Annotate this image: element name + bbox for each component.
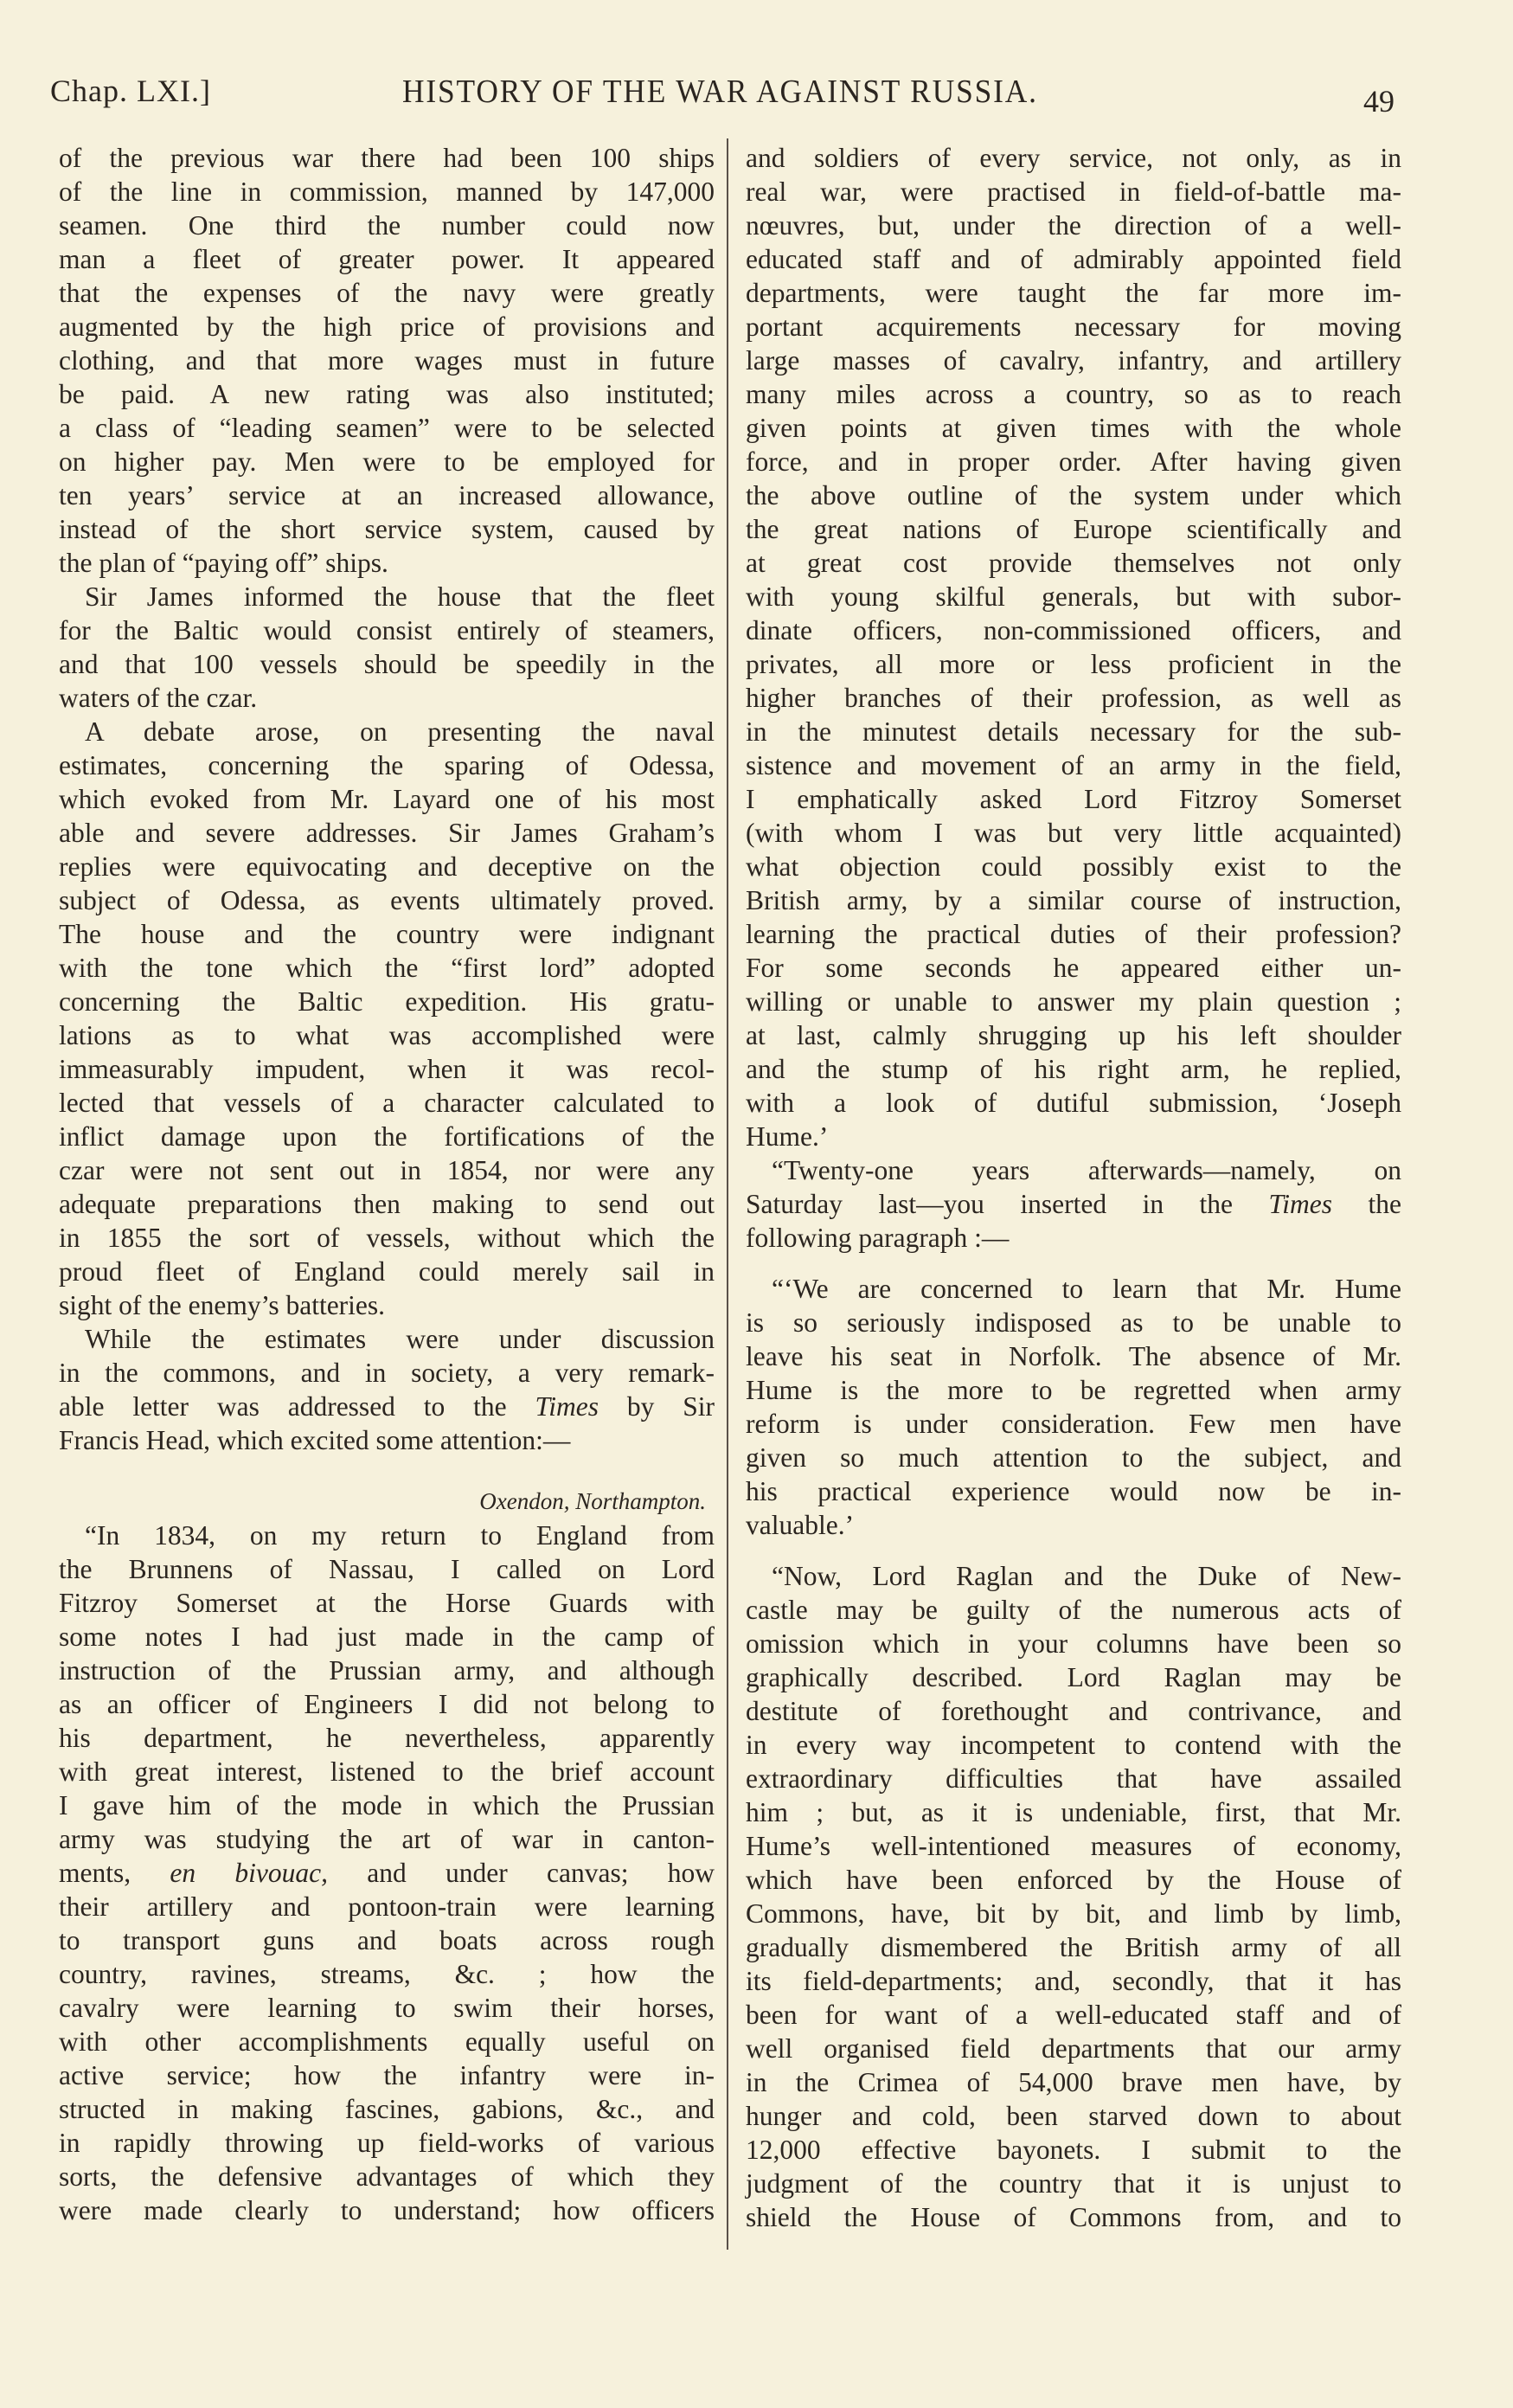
text-line: departments, were taught the far more im-	[746, 278, 1401, 308]
text-line: Sir James informed the house that the fleet	[85, 581, 715, 612]
text-line: ments, en bivouac, and under canvas; how	[59, 1858, 715, 1888]
text-line: in the minutest details necessary for the sub-	[746, 716, 1401, 747]
text-line: concerning the Baltic expedition. His gratu-	[59, 986, 715, 1017]
left-column	[59, 141, 715, 2227]
text-line: ten years’ service at an increased allowance,	[59, 480, 715, 510]
text-line: given points at given times with the whole	[746, 413, 1401, 443]
right-column	[746, 141, 1401, 2234]
text-line: seamen. One third the number could now	[59, 210, 715, 241]
text-line: that the expenses of the navy were greatly	[59, 278, 715, 308]
text-line: on higher pay. Men were to be employed for	[59, 446, 715, 477]
text-line: in rapidly throwing up field-works of various	[59, 2128, 715, 2158]
paragraph	[746, 1559, 1401, 2234]
paragraph	[59, 1519, 715, 2227]
text-line: Francis Head, which excited some attention:—	[59, 1425, 571, 1455]
text-line: well organised field departments that our army	[746, 2033, 1401, 2064]
text-line: his department, he nevertheless, apparently	[59, 1723, 715, 1753]
paragraph	[59, 715, 715, 1322]
text-line: in the commons, and in society, a very remark-	[59, 1358, 715, 1388]
text-line: able and severe addresses. Sir James Graham’s	[59, 818, 715, 848]
text-line: nœuvres, but, under the direction of a well-	[746, 210, 1401, 241]
text-line: adequate preparations then making to send out	[59, 1189, 715, 1219]
running-header	[0, 69, 1513, 119]
paragraph	[746, 1272, 1401, 1542]
text-line: Hume.’	[746, 1121, 829, 1152]
text-line: for the Baltic would consist entirely of steamers,	[59, 615, 715, 645]
text-line: subject of Odessa, as events ultimately proved.	[59, 885, 715, 915]
text-line: privates, all more or less proficient in the	[746, 649, 1401, 679]
text-line: large masses of cavalry, infantry, and artillery	[746, 345, 1401, 376]
text-line: I gave him of the mode in which the Prussian	[59, 1790, 715, 1820]
text-line: cavalry were learning to swim their horses,	[59, 1993, 715, 2023]
text-line: his practical experience would now be in-	[746, 1476, 1401, 1506]
text-line: clothing, and that more wages must in future	[59, 345, 715, 376]
text-line: force, and in proper order. After having given	[746, 446, 1401, 477]
text-line: the Brunnens of Nassau, I called on Lord	[59, 1554, 715, 1584]
text-line: of the line in commission, manned by 147,000	[59, 177, 715, 207]
text-line: be paid. A new rating was also instituted;	[59, 379, 715, 409]
text-line: and that 100 vessels should be speedily in the	[59, 649, 715, 679]
text-line: castle may be guilty of the numerous acts of	[746, 1595, 1401, 1625]
paragraph	[746, 141, 1401, 1153]
text-line: were made clearly to understand; how officers	[59, 2195, 715, 2225]
text-line: proud fleet of England could merely sail in	[59, 1256, 715, 1287]
text-line: learning the practical duties of their profession?	[746, 919, 1401, 949]
text-line: many miles across a country, so as to reach	[746, 379, 1401, 409]
text-line: destitute of forethought and contrivance, and	[746, 1696, 1401, 1726]
text-line: I emphatically asked Lord Fitzroy Somerset	[746, 784, 1401, 814]
text-line: some notes I had just made in the camp of	[59, 1621, 715, 1652]
text-line: with great interest, listened to the brief account	[59, 1756, 715, 1787]
text-line: willing or unable to answer my plain question ;	[746, 986, 1401, 1017]
paragraph	[746, 1153, 1401, 1255]
text-line: with the tone which the “first lord” adopted	[59, 953, 715, 983]
text-line: which have been enforced by the House of	[746, 1865, 1401, 1895]
text-line: valuable.’	[746, 1510, 855, 1540]
text-line: (with whom I was but very little acquainted)	[746, 818, 1401, 848]
text-line: with other accomplishments equally useful on	[59, 2026, 715, 2057]
italic-text: en bivouac,	[170, 1858, 328, 1888]
text-line: country, ravines, streams, &c. ; how the	[59, 1959, 715, 1989]
text-line: sorts, the defensive advantages of which they	[59, 2161, 715, 2192]
text-line: The house and the country were indignant	[59, 919, 715, 949]
text-line: graphically described. Lord Raglan may be	[746, 1662, 1401, 1692]
text-line: sistence and movement of an army in the field,	[746, 750, 1401, 780]
text-line: lations as to what was accomplished were	[59, 1020, 715, 1050]
text-line: British army, by a similar course of instruction,	[746, 885, 1401, 915]
italic-text: Times	[535, 1391, 599, 1422]
text-line: him ; but, as it is undeniable, first, that Mr.	[746, 1797, 1401, 1827]
text-line: in 1855 the sort of vessels, without which the	[59, 1223, 715, 1253]
text-line: hunger and cold, been starved down to about	[746, 2101, 1401, 2131]
text-line: real war, were practised in field-of-battle ma-	[746, 177, 1401, 207]
text-line: their artillery and pontoon-train were learning	[59, 1891, 715, 1922]
text-line: For some seconds he appeared either un-	[746, 953, 1401, 983]
text-line: and the stump of his right arm, he replied,	[746, 1054, 1401, 1084]
text-line: 12,000 effective bayonets. I submit to the	[746, 2135, 1401, 2165]
text-line: While the estimates were under discussion	[85, 1324, 715, 1354]
text-line: sight of the enemy’s batteries.	[59, 1290, 386, 1320]
text-line: shield the House of Commons from, and to	[746, 2202, 1401, 2232]
text-line: Commons, have, bit by bit, and limb by limb,	[746, 1898, 1401, 1929]
text-line: leave his seat in Norfolk. The absence of Mr.	[746, 1341, 1401, 1371]
text-line: Hume is the more to be regretted when army	[746, 1375, 1401, 1405]
dateline	[59, 1485, 715, 1519]
text-line: which evoked from Mr. Layard one of his most	[59, 784, 715, 814]
text-line: Hume’s well-intentioned measures of economy,	[746, 1831, 1401, 1861]
text-line: its field-departments; and, secondly, that it has	[746, 1966, 1401, 1996]
text-line: the great nations of Europe scientifically and	[746, 514, 1401, 544]
text-line: czar were not sent out in 1854, nor were any	[59, 1155, 715, 1185]
text-line: reform is under consideration. Few men have	[746, 1409, 1401, 1439]
text-line: Oxendon, Northampton.	[479, 1488, 706, 1514]
text-line: at great cost provide themselves not only	[746, 548, 1401, 578]
text-line: Saturday last—you inserted in the Times the	[746, 1189, 1401, 1219]
text-line: is so seriously indisposed as to be unable to	[746, 1307, 1401, 1338]
text-line: a class of “leading seamen” were to be selected	[59, 413, 715, 443]
chapter-label: Chap. LXI.]	[50, 74, 211, 108]
text-line: the above outline of the system under which	[746, 480, 1401, 510]
text-line: instead of the short service system, caused by	[59, 514, 715, 544]
text-line: army was studying the art of war in canton-	[59, 1824, 715, 1854]
text-line: man a fleet of greater power. It appeared	[59, 244, 715, 274]
text-line: “Now, Lord Raglan and the Duke of New-	[772, 1561, 1401, 1591]
text-line: “‘We are concerned to learn that Mr. Hume	[772, 1274, 1401, 1304]
text-line: in every way incompetent to contend with the	[746, 1730, 1401, 1760]
text-line: “Twenty-one years afterwards—namely, on	[772, 1155, 1401, 1185]
text-line: active service; how the infantry were in-	[59, 2060, 715, 2090]
page-number: 49	[1363, 84, 1394, 119]
paragraph	[59, 141, 715, 580]
text-line: A debate arose, on presenting the naval	[85, 716, 715, 747]
text-line: gradually dismembered the British army of all	[746, 1932, 1401, 1962]
text-line: following paragraph :—	[746, 1223, 1010, 1253]
text-line: Fitzroy Somerset at the Horse Guards with	[59, 1588, 715, 1618]
text-line: of the previous war there had been 100 ships	[59, 143, 715, 173]
text-line: “In 1834, on my return to England from	[85, 1520, 715, 1551]
text-line: with young skilful generals, but with subor-	[746, 581, 1401, 612]
text-line: given so much attention to the subject, and	[746, 1442, 1401, 1473]
text-line: instruction of the Prussian army, and although	[59, 1655, 715, 1686]
text-line: immeasurably impudent, when it was recol-	[59, 1054, 715, 1084]
text-line: lected that vessels of a character calculated to	[59, 1088, 715, 1118]
text-line: judgment of the country that it is unjust to	[746, 2168, 1401, 2199]
text-line: extraordinary difficulties that have assailed	[746, 1763, 1401, 1794]
text-line: been for want of a well-educated staff and of	[746, 2000, 1401, 2030]
text-line: what objection could possibly exist to the	[746, 851, 1401, 882]
text-line: the plan of “paying off” ships.	[59, 548, 388, 578]
text-line: inflict damage upon the fortifications of the	[59, 1121, 715, 1152]
text-line: higher branches of their profession, as well as	[746, 683, 1401, 713]
text-line: and soldiers of every service, not only, as in	[746, 143, 1401, 173]
italic-text: Times	[1268, 1189, 1333, 1219]
text-line: able letter was addressed to the Times by Sir	[59, 1391, 715, 1422]
text-line: to transport guns and boats across rough	[59, 1925, 715, 1955]
text-line: as an officer of Engineers I did not belong to	[59, 1689, 715, 1719]
text-line: replies were equivocating and deceptive on the	[59, 851, 715, 882]
paragraph	[59, 1322, 715, 1457]
text-line: portant acquirements necessary for moving	[746, 311, 1401, 342]
text-line: educated staff and of admirably appointed field	[746, 244, 1401, 274]
running-title: HISTORY OF THE WAR AGAINST RUSSIA.	[402, 74, 1038, 110]
text-line: waters of the czar.	[59, 683, 258, 713]
text-line: in the Crimea of 54,000 brave men have, by	[746, 2067, 1401, 2097]
text-line: structed in making fascines, gabions, &c., and	[59, 2094, 715, 2124]
text-line: estimates, concerning the sparing of Odessa,	[59, 750, 715, 780]
text-line: omission which in your columns have been so	[746, 1628, 1401, 1659]
paragraph	[59, 580, 715, 715]
text-line: at last, calmly shrugging up his left shoulder	[746, 1020, 1401, 1050]
text-line: with a look of dutiful submission, ‘Joseph	[746, 1088, 1401, 1118]
column-divider	[727, 138, 728, 2250]
text-line: dinate officers, non-commissioned officers, and	[746, 615, 1401, 645]
text-line: augmented by the high price of provisions and	[59, 311, 715, 342]
